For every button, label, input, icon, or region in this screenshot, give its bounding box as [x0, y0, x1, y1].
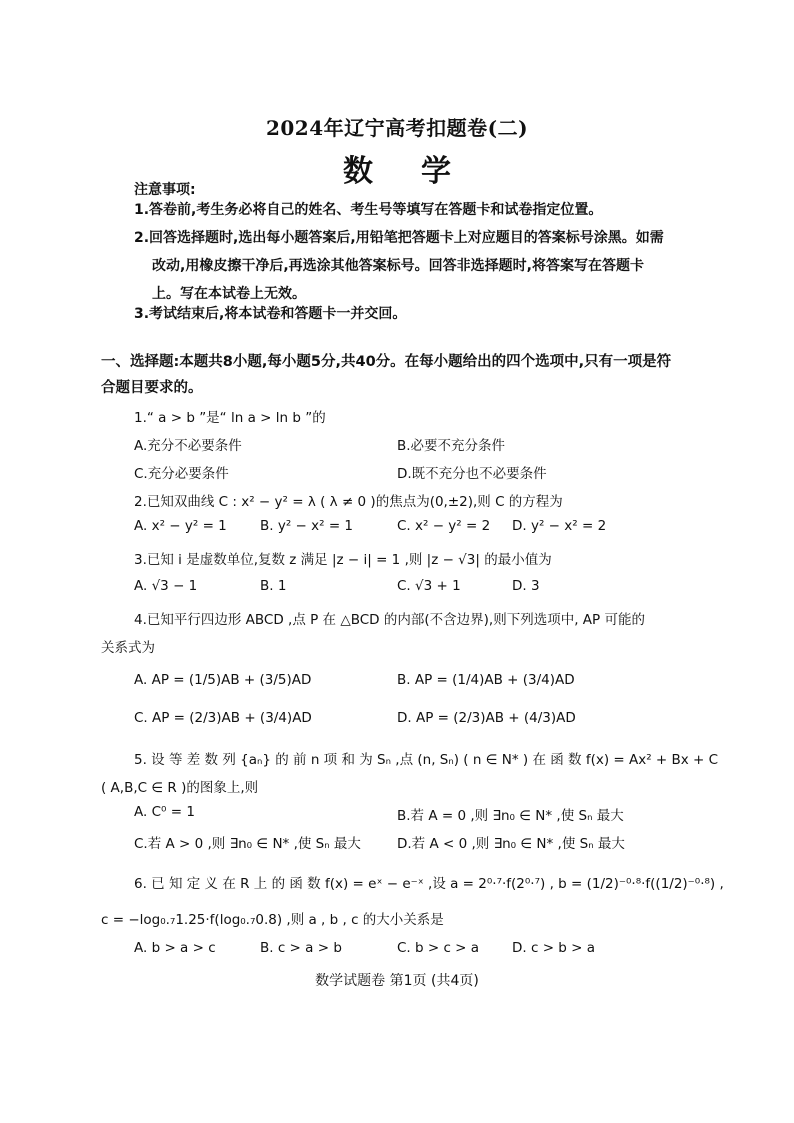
question-3-option-d: D. 3 — [512, 578, 540, 594]
question-1-stem: 1.“ a > b ”是“ ln a > ln b ”的 — [134, 410, 326, 426]
notice-item-3: 3.考试结束后,将本试卷和答题卡一并交回。 — [134, 306, 407, 322]
question-4-option-d: D. AP = (2/3)AB + (4/3)AD — [397, 710, 576, 726]
question-4-option-c: C. AP = (2/3)AB + (3/4)AD — [134, 710, 312, 726]
question-1-option-c: C.充分必要条件 — [134, 466, 229, 482]
question-2-option-a: A. x² − y² = 1 — [134, 518, 227, 534]
notice-item-2: 2.回答选择题时,选出每小题答案后,用铅笔把答题卡上对应题目的答案标号涂黑。如需 — [134, 230, 664, 246]
notice-item-1: 1.答卷前,考生务必将自己的姓名、考生号等填写在答题卡和试卷指定位置。 — [134, 202, 603, 218]
page-footer: 数学试题卷 第1页 (共4页) — [315, 973, 479, 989]
notice-heading: 注意事项: — [134, 182, 196, 198]
question-4-stem-line2: 关系式为 — [101, 640, 155, 656]
subject-title: 数学 — [343, 154, 499, 189]
exam-title: 2024年辽宁高考扣题卷(二) — [265, 116, 529, 140]
question-2-option-c: C. x² − y² = 2 — [397, 518, 491, 534]
question-3-option-c: C. √3 + 1 — [397, 578, 461, 594]
question-6-option-b: B. c > a > b — [260, 940, 342, 956]
question-5-option-d: D.若 A < 0 ,则 ∃n₀ ∈ N* ,使 Sₙ 最大 — [397, 836, 625, 852]
question-4-option-a: A. AP = (1/5)AB + (3/5)AD — [134, 672, 312, 688]
section-heading-line2: 合题目要求的。 — [101, 380, 203, 396]
question-5-option-b: B.若 A = 0 ,则 ∃n₀ ∈ N* ,使 Sₙ 最大 — [397, 808, 624, 824]
question-4-option-b: B. AP = (1/4)AB + (3/4)AD — [397, 672, 575, 688]
notice-item-2-cont: 改动,用橡皮擦干净后,再选涂其他答案标号。回答非选择题时,将答案写在答题卡 — [152, 258, 644, 274]
question-6-stem-line1: 6. 已 知 定 义 在 R 上 的 函 数 f(x) = eˣ − e⁻ˣ ,设 a = 2⁰·⁷·f(2⁰·⁷) , b = (1/2)⁻⁰·⁸·f((1/2)⁻⁰·⁸) , — [134, 876, 724, 892]
notice-item-2-end: 上。写在本试卷上无效。 — [152, 286, 306, 302]
section-heading-line1: 一、选择题:本题共8小题,每小题5分,共40分。在每小题给出的四个选项中,只有一项是符 — [101, 354, 672, 370]
question-3-option-b: B. 1 — [260, 578, 287, 594]
question-6-option-c: C. b > c > a — [397, 940, 480, 956]
question-3-stem: 3.已知 i 是虚数单位,复数 z 满足 |z − i| = 1 ,则 |z − √3| 的最小值为 — [134, 552, 552, 568]
question-2-option-b: B. y² − x² = 1 — [260, 518, 354, 534]
question-1-option-d: D.既不充分也不必要条件 — [397, 466, 547, 482]
question-1-option-b: B.必要不充分条件 — [397, 438, 506, 454]
question-4-stem-line1: 4.已知平行四边形 ABCD ,点 P 在 △BCD 的内部(不含边界),则下列选项中, AP 可能的 — [134, 612, 645, 628]
question-5-stem-line2: ( A,B,C ∈ R )的图象上,则 — [101, 780, 259, 796]
question-2-option-d: D. y² − x² = 2 — [512, 518, 607, 534]
question-6-option-a: A. b > a > c — [134, 940, 216, 956]
question-5-option-a: A. C⁰ = 1 — [134, 804, 195, 820]
question-5-stem-line1: 5. 设 等 差 数 列 {aₙ} 的 前 n 项 和 为 Sₙ ,点 (n, Sₙ) ( n ∈ N* ) 在 函 数 f(x) = Ax² + Bx + C — [134, 752, 719, 768]
question-2-stem: 2.已知双曲线 C : x² − y² = λ ( λ ≠ 0 )的焦点为(0,±2),则 C 的方程为 — [134, 494, 563, 510]
question-3-option-a: A. √3 − 1 — [134, 578, 198, 594]
question-1-option-a: A.充分不必要条件 — [134, 438, 242, 454]
question-5-option-c: C.若 A > 0 ,则 ∃n₀ ∈ N* ,使 Sₙ 最大 — [134, 836, 361, 852]
question-6-stem-line2: c = −log₀.₇1.25·f(log₀.₇0.8) ,则 a , b , c 的大小关系是 — [101, 912, 444, 928]
question-6-option-d: D. c > b > a — [512, 940, 596, 956]
